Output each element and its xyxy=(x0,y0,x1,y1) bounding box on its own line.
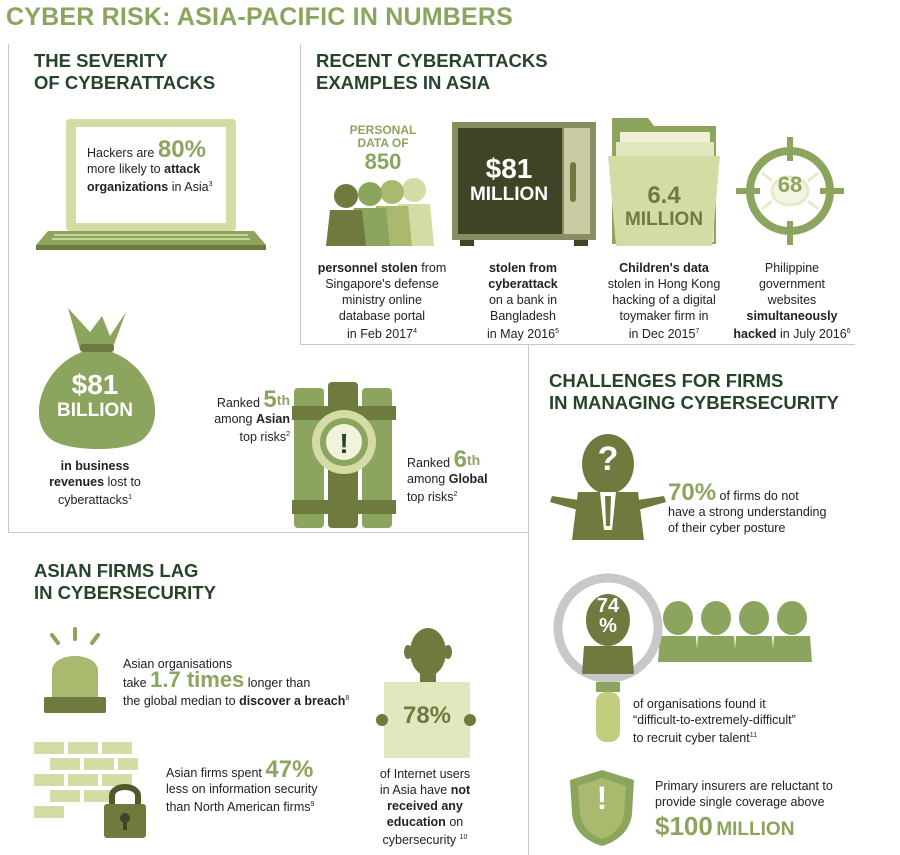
divider-vertical xyxy=(300,44,301,344)
lag-item-2-text: Asian firms spent 47% less on information security than North American firms$^9$ xyxy=(166,756,318,815)
recent-item-2-text: stolen from cyberattack on a bank in Bangladesh in May 2016$^5$ xyxy=(486,261,559,342)
recent-item-4-text: Philippine government websites simultaneously hacked in July 2016$^6$ xyxy=(733,261,851,342)
rank-asian: Ranked 5th among Asian top risks$^2$ xyxy=(214,386,290,445)
challenges-heading: CHALLENGES FOR FIRMS IN MANAGING CYBERSECURITY xyxy=(549,370,839,413)
bag-amount: $81 BILLION xyxy=(57,369,133,421)
lag-heading: ASIAN FIRMS LAG IN CYBERSECURITY xyxy=(34,560,216,603)
laptop-text: Hackers are 80% more likely to attack organizations in Asia$^3$ xyxy=(87,136,213,195)
person-sign-icon xyxy=(376,614,476,760)
folder-amount: 6.4 MILLION xyxy=(624,182,704,230)
magnifier-pct: 74 % xyxy=(596,595,620,637)
lag-item-1-text: Asian organisations take 1.7 times longer than the global median to discover a breach$^8$ xyxy=(123,657,350,709)
bag-caption: in business revenues lost to cyberattacks$^1$ xyxy=(49,459,141,508)
severity-border-left xyxy=(8,44,9,532)
people-row-icon xyxy=(656,598,816,666)
personal-data-label: PERSONAL DATA OF 850 xyxy=(349,123,417,174)
safe-amount: $81 MILLION xyxy=(469,153,549,205)
lag-item-3-text: of Internet users in Asia have not received any education on cybersecurity $^{10}$ xyxy=(379,767,471,848)
padlock-icon xyxy=(102,782,148,840)
siren-icon xyxy=(38,627,112,717)
divider-horizontal xyxy=(300,344,855,345)
challenges-border-left xyxy=(528,344,529,855)
crosshair-number: 68 xyxy=(777,172,803,197)
severity-border-bottom xyxy=(8,532,528,533)
sign-pct: 78% xyxy=(402,702,452,729)
people-group-icon xyxy=(322,176,446,246)
shield-mark: ! xyxy=(596,780,608,816)
recent-item-1-text: personnel stolen from Singapore's defense ministry online database portal in Feb 2017$^4$ xyxy=(317,261,447,342)
challenge-2-text: of organisations found it “difficult-to-extremely-difficult” to recruit cyber talent$^{11}$ xyxy=(633,697,796,746)
page-title: CYBER RISK: ASIA-PACIFIC IN NUMBERS xyxy=(6,3,514,31)
severity-heading: THE SEVERITY OF CYBERATTACKS xyxy=(34,50,216,93)
dynamite-mark: ! xyxy=(339,428,349,459)
question-mark: ? xyxy=(597,440,619,478)
rank-global: Ranked 6th among Global top risks$^2$ xyxy=(407,446,488,505)
recent-item-3-text: Children's data stolen in Hong Kong hacking of a digital toymaker firm in in Dec 2015$^7$ xyxy=(607,261,721,342)
recent-heading: RECENT CYBERATTACKS EXAMPLES IN ASIA xyxy=(316,50,548,93)
challenge-1-text: 70% of firms do not have a strong understanding of their cyber posture xyxy=(668,479,827,535)
challenge-3-text: Primary insurers are reluctant to provide single coverage above $100 MILLION xyxy=(655,779,833,841)
